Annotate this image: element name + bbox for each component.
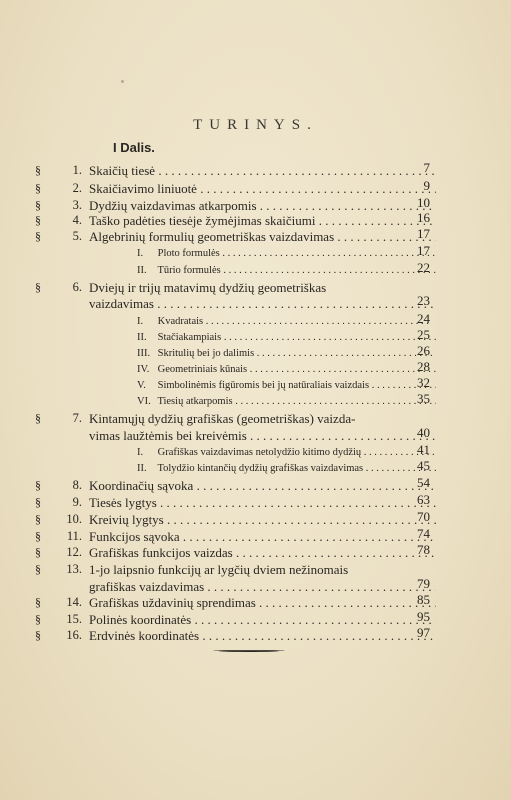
section-number: 4. xyxy=(72,213,82,227)
section-number: 9. xyxy=(72,495,82,509)
entry-title xyxy=(89,545,436,560)
subsection-numeral: I. xyxy=(137,447,144,458)
subsection-numeral: II. xyxy=(137,463,147,474)
entry-text: Polinės koordinatės xyxy=(89,612,192,627)
entry-text: Tūrio formulės xyxy=(157,265,221,276)
section-number: 7. xyxy=(72,411,82,425)
entry-text: Grafiškas funkcijos vaizdas xyxy=(89,545,233,560)
entry-text: Funkcijos sąvoka xyxy=(89,529,180,544)
section-sign: § xyxy=(35,595,41,609)
entry-title xyxy=(137,362,436,377)
section-sign: § xyxy=(35,495,41,509)
section-number: 12. xyxy=(66,545,82,559)
entry-text: 1-jo laipsnio funkcijų ar lygčių dviem nežinomais xyxy=(89,562,349,577)
entry-text: Grafiškas uždavinių sprendimas xyxy=(89,595,256,610)
entry-text: Kintamųjų dydžių grafiškas (geometriškas) vaizda- xyxy=(89,411,356,426)
entry-text: Tiesės lygtys xyxy=(89,495,157,510)
entry-title xyxy=(137,461,436,476)
page-title: TURINYS. xyxy=(193,117,318,133)
section-number: 5. xyxy=(72,229,82,243)
subsection-numeral: II. xyxy=(137,265,147,276)
entry-text: Simbolinėmis figūromis bei jų natūraliais vaizdais xyxy=(157,380,370,391)
section-sign: § xyxy=(35,562,41,576)
section-sign: § xyxy=(35,280,41,294)
entry-text: Koordinačių sąvoka xyxy=(89,478,194,493)
part-heading: I Dalis. xyxy=(113,140,155,155)
entry-title xyxy=(89,562,436,577)
entry-text: Skaičių tiesė xyxy=(89,163,156,178)
page-number: 97 xyxy=(417,625,430,640)
page-number: 16 xyxy=(417,210,430,225)
section-sign: § xyxy=(35,229,41,243)
section-number: 2. xyxy=(72,181,82,195)
section-number: 6. xyxy=(72,280,82,294)
page-number: 78 xyxy=(417,542,430,557)
entry-title xyxy=(89,213,436,228)
entry-text: Taško padėties tiesėje žymėjimas skaičiumi xyxy=(89,213,316,228)
entry-title xyxy=(137,263,436,278)
section-number: 16. xyxy=(66,628,82,642)
entry-text: Grafiškas vaizdavimas netolydžio kitimo dydžių xyxy=(157,447,362,458)
section-sign: § xyxy=(35,181,41,195)
page-number: 79 xyxy=(417,576,430,591)
page-number: 45 xyxy=(417,458,430,473)
section-sign: § xyxy=(35,478,41,492)
subsection-numeral: V. xyxy=(137,380,146,391)
section-sign: § xyxy=(35,512,41,526)
section-sign: § xyxy=(35,213,41,227)
entry-text: Dydžių vaizdavimas atkarpomis xyxy=(89,198,257,213)
entry-text: Stačiakampiais xyxy=(157,332,222,343)
subsection-numeral: IV. xyxy=(137,364,150,375)
page-number: 40 xyxy=(417,425,430,440)
section-sign: § xyxy=(35,545,41,559)
entry-text: Erdvinės koordinatės xyxy=(89,628,200,643)
entry-title xyxy=(89,163,436,178)
entry-title xyxy=(89,280,436,295)
entry-title xyxy=(89,595,436,610)
subsection-numeral: III. xyxy=(137,348,151,359)
page-number: 95 xyxy=(417,609,430,624)
entry-title xyxy=(89,628,436,643)
entry-title xyxy=(89,478,436,493)
entry-title xyxy=(89,512,436,527)
section-number: 3. xyxy=(72,198,82,212)
page-number: 85 xyxy=(417,592,430,607)
section-sign: § xyxy=(35,529,41,543)
entry-text: Kreivių lygtys xyxy=(89,512,164,527)
entry-title xyxy=(137,246,436,261)
page-number: 7 xyxy=(423,160,430,175)
page-number: 23 xyxy=(417,293,430,308)
page-number: 41 xyxy=(417,442,430,457)
entry-text: Skaičiavimo liniuotė xyxy=(89,181,197,196)
entry-text: Tiesių atkarpomis xyxy=(157,396,233,407)
entry-text: Ploto formulės xyxy=(157,248,220,259)
entry-title xyxy=(89,428,436,443)
entry-title xyxy=(89,495,436,510)
page-number: 63 xyxy=(417,492,430,507)
entry-text: grafiškas vaizdavimas xyxy=(89,579,205,594)
page-number: 74 xyxy=(417,526,430,541)
entry-title xyxy=(137,314,436,329)
section-sign: § xyxy=(35,198,41,212)
entry-text: Tolydžio kintančių dydžių grafiškas vaizdavimas xyxy=(157,463,364,474)
entry-title xyxy=(89,229,436,244)
section-sign: § xyxy=(35,411,41,425)
section-number: 14. xyxy=(66,595,82,609)
section-number: 11. xyxy=(66,529,82,543)
section-number: 10. xyxy=(66,512,82,526)
entry-title xyxy=(89,296,436,311)
entry-title xyxy=(89,198,436,213)
section-number: 15. xyxy=(66,612,82,626)
entry-title xyxy=(137,330,436,345)
subsection-numeral: I. xyxy=(137,248,144,259)
page-number: 22 xyxy=(417,260,430,275)
entry-text: vaizdavimas xyxy=(89,296,154,311)
section-sign: § xyxy=(35,628,41,642)
page-number: 25 xyxy=(417,327,430,342)
page-number: 26 xyxy=(417,343,430,358)
entry-title xyxy=(137,394,436,409)
page-number: 32 xyxy=(417,375,430,390)
page-number: 17 xyxy=(417,243,430,258)
page-number: 17 xyxy=(417,226,430,241)
section-number: 13. xyxy=(66,562,82,576)
page-number: 28 xyxy=(417,359,430,374)
page-number: 9 xyxy=(423,178,430,193)
end-ornament-rule xyxy=(219,650,279,652)
entry-text: Kvadratais xyxy=(157,316,204,327)
entry-title xyxy=(89,579,436,594)
entry-title xyxy=(137,378,436,393)
section-number: 8. xyxy=(72,478,82,492)
subsection-numeral: VI. xyxy=(137,396,151,407)
section-sign: § xyxy=(35,612,41,626)
entry-title xyxy=(89,181,436,196)
entry-text: Algebrinių formulių geometriškas vaizdavimas xyxy=(89,229,335,244)
entry-text: Dviejų ir trijų matavimų dydžių geometriškas xyxy=(89,280,327,295)
section-number: 1. xyxy=(72,163,82,177)
page-number: 10 xyxy=(417,195,430,210)
entry-title xyxy=(137,445,436,460)
entry-text: vimas laužtėmis bei kreivėmis xyxy=(89,428,247,443)
section-sign: § xyxy=(35,163,41,177)
entry-text: Geometriniais kūnais xyxy=(157,364,248,375)
entry-title xyxy=(89,529,436,544)
entry-title xyxy=(89,411,436,426)
entry-title xyxy=(137,346,436,361)
subsection-numeral: II. xyxy=(137,332,147,343)
subsection-numeral: I. xyxy=(137,316,144,327)
page-number: 24 xyxy=(417,311,430,326)
page-number: 54 xyxy=(417,475,430,490)
page-number: 35 xyxy=(417,391,430,406)
entry-text: Skritulių bei jo dalimis xyxy=(157,348,255,359)
entry-title xyxy=(89,612,436,627)
page-number: 70 xyxy=(417,509,430,524)
